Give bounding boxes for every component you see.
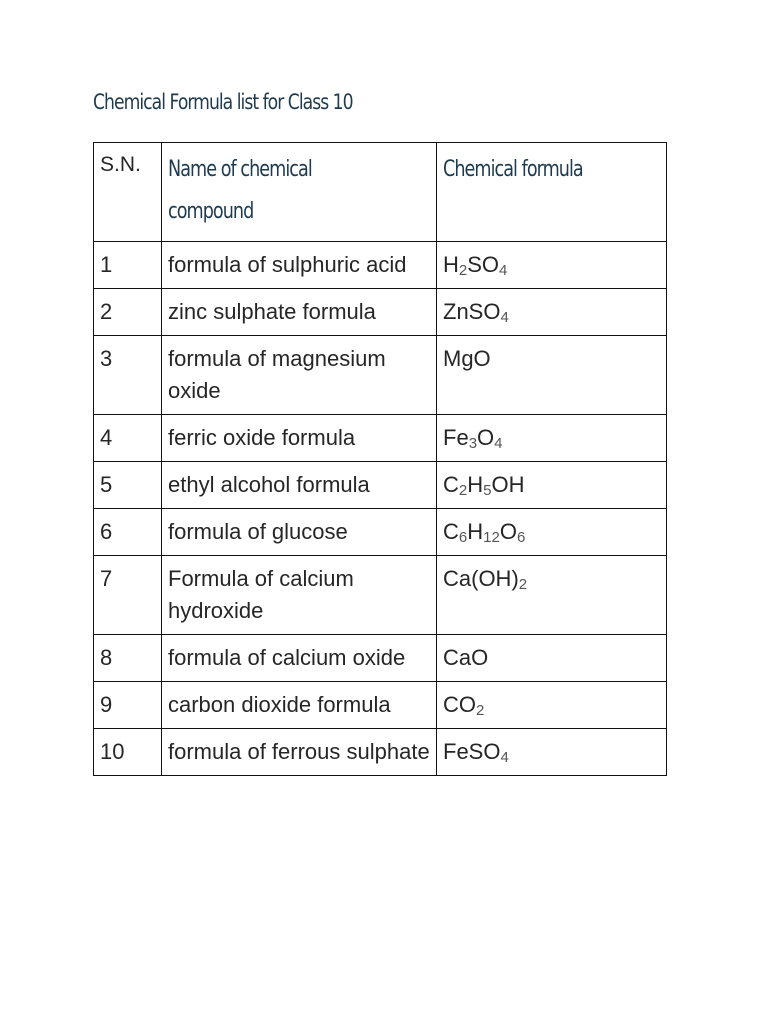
table-header-row xyxy=(94,143,667,242)
page-title: Chemical Formula list for Class 10 xyxy=(93,90,353,114)
row-compound-name: ferric oxide formula xyxy=(162,415,437,462)
header-chemical-formula xyxy=(437,143,667,242)
row-serial-number: 10 xyxy=(94,729,162,776)
row-compound-name: zinc sulphate formula xyxy=(162,289,437,336)
row-serial-number: 7 xyxy=(94,556,162,635)
row-chemical-formula: $Ca(OH)_2$ xyxy=(437,556,667,635)
row-serial-number: 4 xyxy=(94,415,162,462)
table-row xyxy=(94,462,667,509)
row-compound-name: formula of glucose xyxy=(162,509,437,556)
row-chemical-formula: ZnSO$_4$ xyxy=(437,289,667,336)
row-chemical-formula: $H_2SO_4$ xyxy=(437,242,667,289)
row-serial-number: 1 xyxy=(94,242,162,289)
header-chemical-formula-label: Chemical formula xyxy=(443,157,583,182)
table-row xyxy=(94,336,667,415)
table-row xyxy=(94,729,667,776)
header-compound-name-line1: Name of chemical xyxy=(168,157,312,182)
table-row xyxy=(94,242,667,289)
row-chemical-formula: CaO xyxy=(437,635,667,682)
row-serial-number: 9 xyxy=(94,682,162,729)
table-row xyxy=(94,682,667,729)
chemical-formula-table xyxy=(93,142,667,776)
row-compound-name: formula of sulphuric acid xyxy=(162,242,437,289)
row-compound-name: formula of calcium oxide xyxy=(162,635,437,682)
row-serial-number: 8 xyxy=(94,635,162,682)
row-compound-name: formula of ferrous sulphate xyxy=(162,729,437,776)
row-chemical-formula: FeSO$_4$ xyxy=(437,729,667,776)
row-compound-name: Formula of calcium hydroxide xyxy=(162,556,437,635)
row-chemical-formula: $C_2H_5OH$ xyxy=(437,462,667,509)
row-compound-name: formula of magnesium oxide xyxy=(162,336,437,415)
table-row xyxy=(94,635,667,682)
row-compound-name: ethyl alcohol formula xyxy=(162,462,437,509)
table-row xyxy=(94,415,667,462)
row-serial-number: 6 xyxy=(94,509,162,556)
row-chemical-formula: MgO xyxy=(437,336,667,415)
header-compound-name-line2: compound xyxy=(168,199,254,224)
row-compound-name: carbon dioxide formula xyxy=(162,682,437,729)
table-row xyxy=(94,556,667,635)
table-row xyxy=(94,509,667,556)
row-serial-number: 2 xyxy=(94,289,162,336)
header-serial-number xyxy=(94,143,162,242)
row-chemical-formula: $Fe_3O_4$ xyxy=(437,415,667,462)
row-chemical-formula: $CO_2$ xyxy=(437,682,667,729)
row-serial-number: 5 xyxy=(94,462,162,509)
row-serial-number: 3 xyxy=(94,336,162,415)
table-row xyxy=(94,289,667,336)
header-serial-number-label: S.N. xyxy=(100,153,141,176)
row-chemical-formula: $C_6H_{12}O_6$ xyxy=(437,509,667,556)
header-compound-name xyxy=(162,143,437,242)
